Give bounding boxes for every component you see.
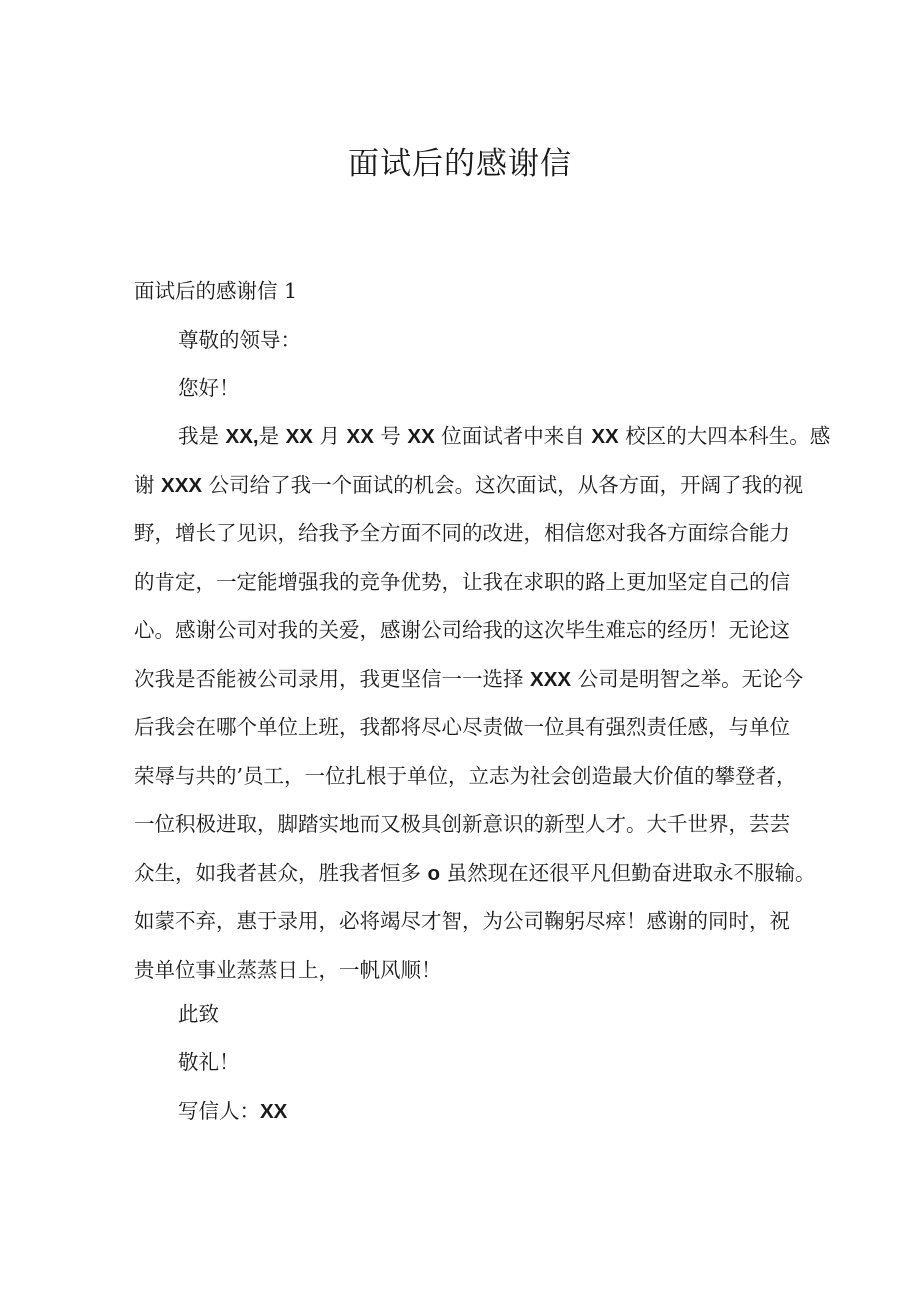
body-text: 次我是否能被公司录用，我更坚信一一选择 xyxy=(134,666,531,691)
body-line xyxy=(134,518,790,548)
body-text: 贵单位事业蒸蒸日上，一帆风顺！ xyxy=(134,957,442,982)
body-text: 谢 xyxy=(134,472,162,497)
body-text: 后我会在哪个单位上班，我都将尽心尽责做一位具有强烈责任感，与单位 xyxy=(134,715,790,739)
document-title: 面试后的感谢信 xyxy=(348,146,572,182)
body-text: 心。感谢公司对我的关爱，感谢公司给我的这次毕生难忘的经历！无论这 xyxy=(134,618,790,642)
body-text: 校区的大四本科生。感 xyxy=(618,424,831,448)
placeholder-text: XX xyxy=(285,425,313,448)
body-line xyxy=(134,567,790,597)
body-text: 虽然现在还很平凡但勤奋进取永不服输。 xyxy=(440,860,816,885)
placeholder-text: XXX xyxy=(161,473,203,497)
body-line xyxy=(134,615,790,645)
body-line xyxy=(134,761,797,791)
body-text: 公司给了我一个面试的机会。这次面试，从各方面，开阔了我的视 xyxy=(202,472,804,497)
placeholder-text: XX xyxy=(591,425,619,448)
salutation: 尊敬的领导： xyxy=(178,328,301,352)
body-text: 号 xyxy=(373,424,408,448)
body-text: 的肯定，一定能增强我的竞争优势，让我在求职的路上更加坚定自己的信 xyxy=(134,569,790,594)
body-text: 荣辱与共的’员工，一位扎根于单位，立志为社会创造最大价值的攀登者， xyxy=(134,763,797,788)
closing-line: 此致 xyxy=(178,1002,219,1026)
body-text: 如蒙不弃，惠于录用，必将竭尽才智，为公司鞠躬尽瘁！感谢的同时，祝 xyxy=(134,909,790,933)
body-text: 月 xyxy=(312,424,347,448)
body-line xyxy=(134,906,790,936)
body-text: 位面试者中来自 xyxy=(434,424,592,448)
body-text: 一位积极进取，脚踏实地而又极具创新意识的新型人才。大千世界，芸芸 xyxy=(134,812,790,836)
body-text: 我是 xyxy=(178,424,226,448)
body-line xyxy=(134,858,816,889)
placeholder-text: o xyxy=(427,861,441,885)
section-heading: 面试后的感谢信 1 xyxy=(134,279,298,303)
body-text: 是 xyxy=(258,424,286,448)
regards-line: 敬礼！ xyxy=(178,1050,240,1074)
body-line xyxy=(134,955,442,985)
placeholder-text: XX xyxy=(407,425,435,448)
signature-name: XX xyxy=(260,1100,288,1123)
body-line xyxy=(134,470,804,501)
placeholder-text: XX xyxy=(346,425,374,448)
placeholder-text: XXX xyxy=(530,667,572,691)
signature-label: 写信人： xyxy=(178,1099,260,1123)
greeting: 您好！ xyxy=(178,376,240,400)
body-text: 公司是明智之举。无论今 xyxy=(571,666,804,691)
placeholder-text: XX, xyxy=(225,425,259,448)
body-line xyxy=(134,712,790,742)
body-text: 野，增长了见识，给我予全方面不同的改进，相信您对我各方面综合能力 xyxy=(134,521,790,545)
body-line xyxy=(134,664,804,695)
body-line xyxy=(134,809,790,839)
signature-line xyxy=(178,1096,287,1127)
body-line xyxy=(178,421,831,452)
body-text: 众生，如我者甚众，胜我者恒多 xyxy=(134,860,428,885)
